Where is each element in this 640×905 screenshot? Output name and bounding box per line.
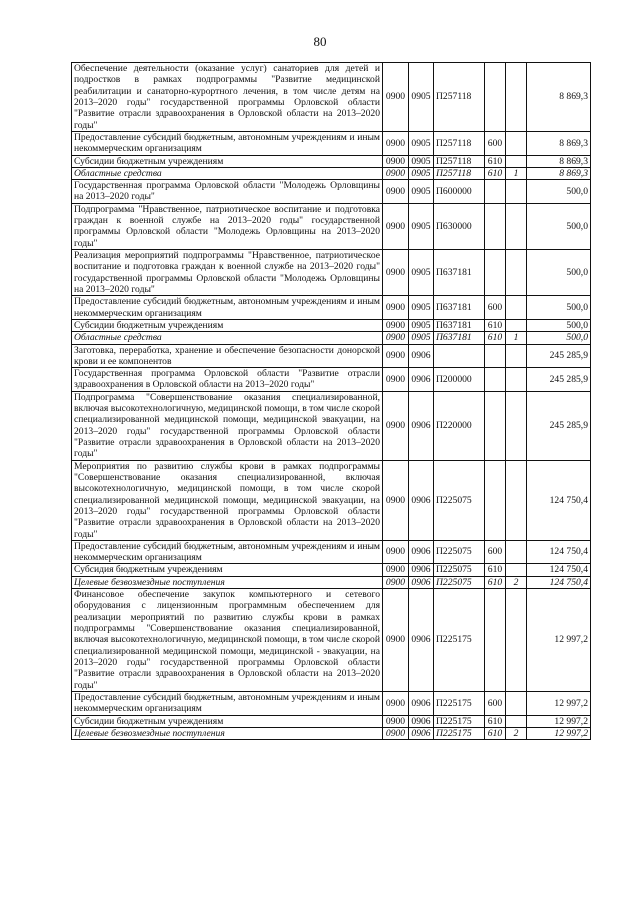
row-description: Мероприятия по развитию службы крови в рамках подпрограммы "Совершенствование оказания специализированной, включая высокотехнологичную, медицинской помощи, в том числе скорой специализированной медицинской помощи, медицинской эвакуации, на 2013–2020 годы" государственной программы Орловской области "Развитие отрасли здравоохранения в Орловской области на 2013–2020 годы" [72,460,383,540]
subsection-code: 0906 [409,715,434,727]
expense-type-code [485,368,506,392]
expense-type-code: 610 [485,155,506,167]
funding-source-code [506,691,527,715]
section-code: 0900 [383,203,409,249]
target-article-code: П225075 [434,564,485,576]
amount-value: 12 997,2 [527,727,591,739]
funding-source-code [506,296,527,320]
expense-type-code: 600 [485,131,506,155]
amount-value: 124 750,4 [527,576,591,588]
funding-source-code [506,203,527,249]
table-row [72,691,591,715]
amount-value: 500,0 [527,319,591,331]
amount-value: 8 869,3 [527,155,591,167]
row-description: Субсидии бюджетным учреждениям [72,155,383,167]
table-row [72,368,591,392]
expense-type-code: 610 [485,332,506,344]
table-row [72,344,591,368]
amount-value: 500,0 [527,203,591,249]
subsection-code: 0905 [409,131,434,155]
section-code: 0900 [383,180,409,204]
row-description: Областные средства [72,332,383,344]
funding-source-code [506,540,527,564]
funding-source-code [506,131,527,155]
subsection-code: 0906 [409,460,434,540]
expense-type-code [485,180,506,204]
funding-source-code: 1 [506,167,527,179]
page-number: 80 [313,34,327,49]
section-code: 0900 [383,691,409,715]
section-code: 0900 [383,589,409,692]
section-code: 0900 [383,167,409,179]
expense-type-code [485,344,506,368]
subsection-code: 0905 [409,180,434,204]
funding-source-code: 2 [506,576,527,588]
subsection-code: 0906 [409,691,434,715]
target-article-code: П225175 [434,715,485,727]
subsection-code: 0906 [409,564,434,576]
section-code: 0900 [383,368,409,392]
target-article-code: П630000 [434,203,485,249]
expense-type-code: 610 [485,167,506,179]
section-code: 0900 [383,155,409,167]
row-description: Целевые безвозмездные поступления [72,727,383,739]
section-code: 0900 [383,564,409,576]
funding-source-code [506,250,527,296]
target-article-code: П220000 [434,391,485,460]
section-code: 0900 [383,250,409,296]
funding-source-code [506,319,527,331]
target-article-code: П637181 [434,319,485,331]
amount-value: 245 285,9 [527,368,591,392]
table-row [72,155,591,167]
amount-value: 500,0 [527,250,591,296]
section-code: 0900 [383,391,409,460]
target-article-code: П257118 [434,155,485,167]
row-description: Государственная программа Орловской области "Развитие отрасли здравоохранения в Орловской области на 2013–2020 годы" [72,368,383,392]
table-row [72,460,591,540]
target-article-code: П225075 [434,460,485,540]
budget-table [71,62,591,740]
subsection-code: 0906 [409,344,434,368]
section-code: 0900 [383,727,409,739]
table-row [72,715,591,727]
target-article-code: П225175 [434,589,485,692]
target-article-code: П257118 [434,131,485,155]
subsection-code: 0906 [409,589,434,692]
expense-type-code: 600 [485,296,506,320]
table-row [72,131,591,155]
section-code: 0900 [383,131,409,155]
target-article-code: П257118 [434,167,485,179]
section-code: 0900 [383,63,409,132]
row-description: Областные средства [72,167,383,179]
expense-type-code: 610 [485,564,506,576]
funding-source-code [506,63,527,132]
subsection-code: 0905 [409,203,434,249]
funding-source-code: 1 [506,332,527,344]
row-description: Заготовка, переработка, хранение и обеспечение безопасности донорской крови и ее компонентов [72,344,383,368]
funding-source-code: 2 [506,727,527,739]
expense-type-code: 600 [485,540,506,564]
section-code: 0900 [383,296,409,320]
expense-type-code [485,203,506,249]
table-row [72,167,591,179]
expense-type-code: 610 [485,715,506,727]
amount-value: 12 997,2 [527,691,591,715]
funding-source-code [506,155,527,167]
row-description: Реализация мероприятий подпрограммы "Нравственное, патриотическое воспитание и подготовка граждан к военной службе на 2013–2020 годы" государственной программы Орловской области "Молодежь Орловщины на 2013–2020 годы" [72,250,383,296]
table-row [72,540,591,564]
amount-value: 124 750,4 [527,564,591,576]
funding-source-code [506,715,527,727]
section-code: 0900 [383,715,409,727]
row-description: Государственная программа Орловской области "Молодежь Орловщины на 2013–2020 годы" [72,180,383,204]
table-row [72,727,591,739]
target-article-code: П225175 [434,691,485,715]
funding-source-code [506,344,527,368]
row-description: Подпрограмма "Нравственное, патриотическое воспитание и подготовка граждан к военной службе на 2013–2020 годы" государственной программы Орловской области "Молодежь Орловщины на 2013–2020 годы" [72,203,383,249]
row-description: Субсидии бюджетным учреждениям [72,319,383,331]
amount-value: 12 997,2 [527,715,591,727]
amount-value: 8 869,3 [527,167,591,179]
section-code: 0900 [383,540,409,564]
subsection-code: 0905 [409,319,434,331]
table-row [72,250,591,296]
row-description: Субсидия бюджетным учреждениям [72,564,383,576]
table-row [72,589,591,692]
amount-value: 500,0 [527,296,591,320]
section-code: 0900 [383,576,409,588]
subsection-code: 0905 [409,63,434,132]
expense-type-code [485,250,506,296]
subsection-code: 0905 [409,332,434,344]
expense-type-code [485,391,506,460]
funding-source-code [506,391,527,460]
amount-value: 8 869,3 [527,131,591,155]
funding-source-code [506,180,527,204]
row-description: Предоставление субсидий бюджетным, автономным учреждениям и иным некоммерческим организациям [72,131,383,155]
funding-source-code [506,460,527,540]
section-code: 0900 [383,319,409,331]
table-row [72,63,591,132]
row-description: Предоставление субсидий бюджетным, автономным учреждениям и иным некоммерческим организациям [72,691,383,715]
expense-type-code: 610 [485,576,506,588]
expense-type-code: 610 [485,319,506,331]
row-description: Целевые безвозмездные поступления [72,576,383,588]
row-description: Финансовое обеспечение закупок компьютерного и сетевого оборудования с лицензионным программным обеспечением для реализации мероприятий по развитию службы крови в рамках подпрограммы "Совершенствование оказания специализированной, включая высокотехнологичную, медицинской помощи, в том числе скорой специализированной медицинской помощи, медицинской - эвакуации, на 2013–2020 годы" государственной программы Орловской области "Развитие отрасли здравоохранения в Орловской области на 2013–2020 годы" [72,589,383,692]
expense-type-code [485,589,506,692]
section-code: 0900 [383,344,409,368]
row-description: Предоставление субсидий бюджетным, автономным учреждениям и иным некоммерческим организациям [72,296,383,320]
target-article-code: П225075 [434,576,485,588]
expense-type-code [485,63,506,132]
table-row [72,391,591,460]
section-code: 0900 [383,332,409,344]
row-description: Субсидии бюджетным учреждениям [72,715,383,727]
amount-value: 124 750,4 [527,540,591,564]
amount-value: 500,0 [527,180,591,204]
amount-value: 124 750,4 [527,460,591,540]
funding-source-code [506,589,527,692]
subsection-code: 0906 [409,391,434,460]
target-article-code: П637181 [434,250,485,296]
amount-value: 245 285,9 [527,344,591,368]
table-row [72,296,591,320]
table-row [72,564,591,576]
section-code: 0900 [383,460,409,540]
table-row [72,319,591,331]
target-article-code [434,344,485,368]
table-row [72,576,591,588]
row-description: Обеспечение деятельности (оказание услуг) санаториев для детей и подростков в рамках подпрограммы "Развитие медицинской реабилитации и санаторно-курортного лечения, в том числе детям на 2013–2020 годы" государственной программы Орловской области "Развитие отрасли здравоохранения в Орловской области на 2013–2020 годы" [72,63,383,132]
target-article-code: П257118 [434,63,485,132]
subsection-code: 0905 [409,167,434,179]
expense-type-code [485,460,506,540]
subsection-code: 0906 [409,540,434,564]
table-row [72,203,591,249]
table-row [72,332,591,344]
target-article-code: П200000 [434,368,485,392]
target-article-code: П225075 [434,540,485,564]
target-article-code: П637181 [434,296,485,320]
target-article-code: П600000 [434,180,485,204]
amount-value: 8 869,3 [527,63,591,132]
amount-value: 500,0 [527,332,591,344]
subsection-code: 0906 [409,368,434,392]
expense-type-code: 610 [485,727,506,739]
expense-type-code: 600 [485,691,506,715]
subsection-code: 0905 [409,155,434,167]
table-row [72,180,591,204]
subsection-code: 0905 [409,250,434,296]
target-article-code: П225175 [434,727,485,739]
row-description: Подпрограмма "Совершенствование оказания специализированной, включая высокотехнологичную, медицинской помощи, в том числе скорой специализированной медицинской помощи, медицинской эвакуации, на 2013–2020 годы" государственной программы Орловской области "Развитие отрасли здравоохранения в Орловской области на 2013–2020 годы" [72,391,383,460]
subsection-code: 0905 [409,296,434,320]
row-description: Предоставление субсидий бюджетным, автономным учреждениям и иным некоммерческим организациям [72,540,383,564]
funding-source-code [506,368,527,392]
amount-value: 12 997,2 [527,589,591,692]
subsection-code: 0906 [409,727,434,739]
subsection-code: 0906 [409,576,434,588]
amount-value: 245 285,9 [527,391,591,460]
funding-source-code [506,564,527,576]
target-article-code: П637181 [434,332,485,344]
